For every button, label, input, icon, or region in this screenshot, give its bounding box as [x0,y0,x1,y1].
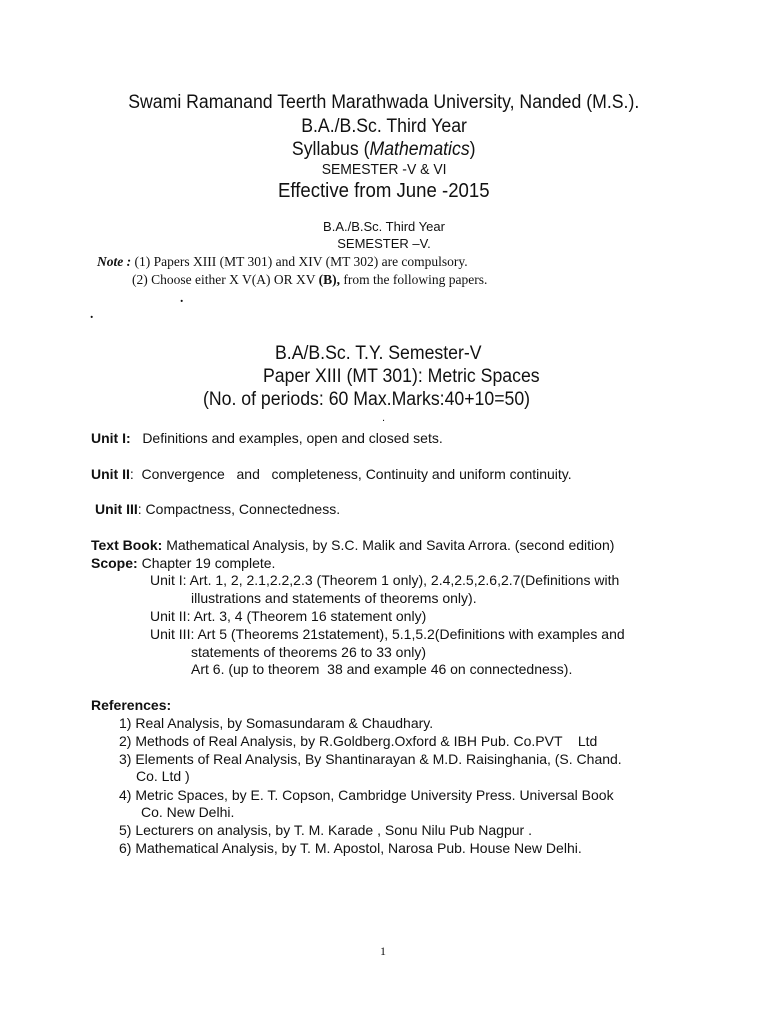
sub-course-title: B.A./B.Sc. Third Year [323,219,445,234]
paper-semester-title: B.A/B.Sc. T.Y. Semester-V [275,343,482,364]
scope-line: Art 6. (up to theorem 38 and example 46 on connectedness). [191,661,573,677]
effective-date: Effective from June -2015 [278,180,490,202]
reference-item: 5) Lecturers on analysis, by T. M. Karade , Sonu Nilu Pub Nagpur . [119,822,532,838]
reference-item: 2) Methods of Real Analysis, by R.Goldberg.Oxford & IBH Pub. Co.PVT Ltd [119,733,598,749]
syllabus-subject: Mathematics [369,139,470,160]
unit-1: Unit I: Definitions and examples, open and closed sets. [91,430,443,446]
reference-item-continued: Co. Ltd ) [136,768,190,784]
reference-item: 1) Real Analysis, by Somasundaram & Chaudhary. [119,715,434,731]
scope: Scope: Chapter 19 complete. [91,555,276,571]
note-line-1: Note : (1) Papers XIII (MT 301) and XIV (MT 302) are compulsory. [97,254,468,269]
paper-dot: . [382,412,386,424]
semesters-title: SEMESTER -V & VI [321,161,447,178]
scope-line: statements of theorems 26 to 33 only) [191,644,427,660]
note-dot-2: . [90,306,94,321]
references-heading: References: [91,697,172,713]
scope-line: Unit II: Art. 3, 4 (Theorem 16 statement only) [150,608,427,624]
course-title: B.A./B.Sc. Third Year [301,116,467,137]
text-book: Text Book: Mathematical Analysis, by S.C. Malik and Savita Arrora. (second edition) [91,537,615,553]
paper-title: Paper XIII (MT 301): Metric Spaces [263,366,540,387]
scope-line: illustrations and statements of theorems only). [191,590,477,606]
page-number: 1 [380,944,386,958]
reference-item: 6) Mathematical Analysis, by T. M. Apostol, Narosa Pub. House New Delhi. [119,840,582,856]
reference-item: 4) Metric Spaces, by E. T. Copson, Cambridge University Press. Universal Book [119,787,614,803]
note-line-2: (2) Choose either X V(A) OR XV (B), from the following papers. [132,272,488,287]
scope-line: Unit I: Art. 1, 2, 2.1,2.2,2.3 (Theorem 1 only), 2.4,2.5,2.6,2.7(Definitions with [150,572,620,588]
reference-item-continued: Co. New Delhi. [141,804,235,820]
reference-item: 3) Elements of Real Analysis, By Shantinarayan & M.D. Raisinghania, (S. Chand. [119,751,622,767]
unit-3: Unit III: Compactness, Connectedness. [95,501,341,517]
sub-semester-title: SEMESTER –V. [337,236,431,251]
syllabus-title: Syllabus (Mathematics) [292,139,476,160]
university-title: Swami Ramanand Teerth Marathwada University, Nanded (M.S.). [128,92,640,113]
scope-line: Unit III: Art 5 (Theorems 21statement), 5.1,5.2(Definitions with examples and [150,626,625,642]
paper-periods-marks: (No. of periods: 60 Max.Marks:40+10=50) [203,389,531,410]
note-dot-1: . [180,290,184,305]
note-label: Note : [97,254,132,269]
unit-2: Unit II: Convergence and completeness, Continuity and uniform continuity. [91,466,572,482]
